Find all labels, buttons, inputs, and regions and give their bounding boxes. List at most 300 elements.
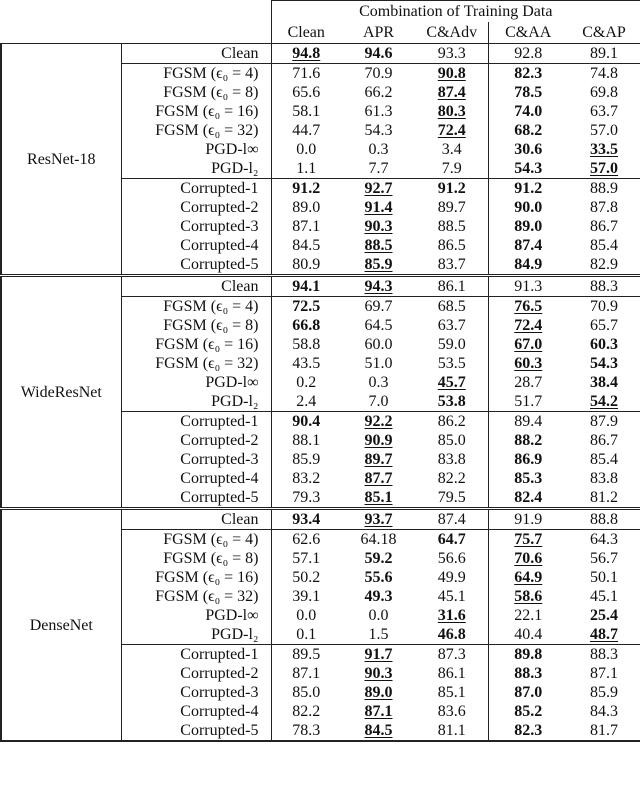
table-cell <box>488 159 568 179</box>
table-cell <box>416 236 488 255</box>
table-cell <box>568 140 640 159</box>
table-row <box>1 509 640 530</box>
cell-value: 86.7 <box>590 218 619 235</box>
cell-value: 89.0 <box>364 684 393 701</box>
row-label: Corrupted-1 <box>121 645 271 665</box>
cell-value: 86.9 <box>514 451 543 468</box>
cell-value: 50.1 <box>590 569 619 586</box>
table-cell <box>488 412 568 432</box>
cell-value: 88.2 <box>514 432 543 449</box>
table-cell <box>341 606 416 625</box>
table-cell <box>341 509 416 530</box>
cell-value: 85.9 <box>292 451 321 468</box>
table-cell <box>341 316 416 335</box>
cell-value: 88.3 <box>590 646 619 663</box>
row-label: Corrupted-5 <box>180 489 259 506</box>
row-label: FGSM (ϵ₀ = 4) <box>121 530 271 550</box>
table-cell <box>341 276 416 297</box>
cell-value: 85.4 <box>590 451 619 468</box>
cell-value: 86.1 <box>437 278 466 295</box>
table-cell <box>488 530 568 550</box>
table-cell <box>416 373 488 392</box>
cell-value: 84.3 <box>590 703 619 720</box>
cell-value: 3.4 <box>441 141 462 158</box>
row-label: FGSM (ϵ₀ = 4) <box>121 64 271 84</box>
table-cell <box>341 335 416 354</box>
table-cell <box>271 236 341 255</box>
cell-value: 83.7 <box>437 256 466 273</box>
table-cell <box>341 625 416 645</box>
cell-value: 56.6 <box>437 550 466 567</box>
table-cell <box>488 664 568 683</box>
row-label: Corrupted-1 <box>121 412 271 432</box>
row-label: PGD-l₂ <box>211 393 259 410</box>
table-cell <box>488 255 568 276</box>
table-cell <box>271 469 341 488</box>
table-cell <box>271 645 341 665</box>
cell-value: 75.7 <box>514 531 543 548</box>
row-label: PGD-l∞ <box>205 141 259 158</box>
cell-value: 44.7 <box>292 122 321 139</box>
table-cell <box>488 450 568 469</box>
table-cell <box>416 431 488 450</box>
cell-value: 85.1 <box>364 489 393 506</box>
table-cell <box>488 217 568 236</box>
cell-value: 91.7 <box>364 646 393 663</box>
cell-value: 90.8 <box>437 65 466 82</box>
cell-value: 86.5 <box>437 237 466 254</box>
cell-value: 1.5 <box>368 626 389 643</box>
table-cell <box>416 64 488 84</box>
cell-value: 54.2 <box>590 393 619 410</box>
cell-value: 30.6 <box>514 141 543 158</box>
table-cell <box>488 64 568 84</box>
cell-value: 89.7 <box>364 451 393 468</box>
row-label: FGSM (ϵ₀ = 4) <box>121 297 271 317</box>
cell-value: 51.0 <box>364 355 393 372</box>
cell-value: 94.3 <box>364 278 393 295</box>
table-cell <box>488 488 568 509</box>
table-cell <box>341 83 416 102</box>
table-cell <box>568 44 640 64</box>
cell-value: 89.0 <box>514 218 543 235</box>
table-cell <box>271 431 341 450</box>
row-label: FGSM (ϵ₀ = 16) <box>155 103 259 120</box>
table-cell <box>488 509 568 530</box>
table-cell <box>568 373 640 392</box>
table-cell <box>416 297 488 317</box>
cell-value: 90.9 <box>364 432 393 449</box>
table-cell <box>341 44 416 64</box>
cell-value: 53.8 <box>437 393 466 410</box>
table-cell <box>568 276 640 297</box>
cell-value: 64.9 <box>514 569 543 586</box>
cell-value: 60.0 <box>364 336 393 353</box>
cell-value: 51.7 <box>514 393 543 410</box>
cell-value: 89.7 <box>437 199 466 216</box>
cell-value: 65.6 <box>292 84 321 101</box>
col-header-cadv: C&Adv <box>426 24 478 41</box>
table-cell <box>271 217 341 236</box>
table-cell <box>568 625 640 645</box>
model-name: DenseNet <box>1 509 121 742</box>
cell-value: 74.0 <box>514 103 543 120</box>
table-cell <box>341 683 416 702</box>
table-cell <box>271 297 341 317</box>
table-cell <box>271 664 341 683</box>
cell-value: 0.1 <box>296 626 317 643</box>
row-label: Corrupted-2 <box>180 665 259 682</box>
cell-value: 45.1 <box>590 588 619 605</box>
table-cell <box>416 354 488 373</box>
table-cell <box>341 587 416 606</box>
table-cell <box>488 179 568 199</box>
cell-value: 88.3 <box>514 665 543 682</box>
table-cell <box>488 431 568 450</box>
table-cell <box>488 140 568 159</box>
cell-value: 78.3 <box>292 722 321 739</box>
cell-value: 72.5 <box>292 298 321 315</box>
table-cell <box>568 236 640 255</box>
row-label: FGSM (ϵ₀ = 8) <box>163 84 259 101</box>
table-cell <box>568 431 640 450</box>
row-label: FGSM (ϵ₀ = 32) <box>155 122 259 139</box>
cell-value: 88.9 <box>590 180 619 197</box>
row-label: Corrupted-4 <box>180 703 259 720</box>
cell-value: 87.0 <box>514 684 543 701</box>
table-cell <box>341 568 416 587</box>
row-label: FGSM (ϵ₀ = 16) <box>155 569 259 586</box>
row-label: Clean <box>121 44 271 64</box>
cell-value: 88.8 <box>590 511 619 528</box>
table-cell <box>341 121 416 140</box>
table-cell <box>488 297 568 317</box>
table-cell <box>488 721 568 741</box>
cell-value: 86.1 <box>437 665 466 682</box>
table-cell <box>271 721 341 741</box>
cell-value: 48.7 <box>590 626 619 643</box>
table-cell <box>488 549 568 568</box>
cell-value: 87.4 <box>437 84 466 101</box>
cell-value: 83.8 <box>437 451 466 468</box>
row-label: Corrupted-3 <box>180 218 259 235</box>
cell-value: 79.3 <box>292 489 321 506</box>
cell-value: 7.9 <box>441 160 462 177</box>
table-cell <box>488 373 568 392</box>
cell-value: 89.1 <box>590 45 619 62</box>
table-cell <box>416 121 488 140</box>
cell-value: 59.2 <box>364 550 393 567</box>
cell-value: 85.3 <box>514 470 543 487</box>
cell-value: 54.3 <box>364 122 393 139</box>
cell-value: 92.8 <box>514 45 543 62</box>
cell-value: 87.1 <box>590 665 619 682</box>
cell-value: 0.0 <box>296 607 317 624</box>
table-cell <box>271 568 341 587</box>
table-cell <box>416 335 488 354</box>
table-cell <box>416 159 488 179</box>
cell-value: 94.8 <box>292 45 321 62</box>
table-cell <box>568 412 640 432</box>
table-cell <box>271 488 341 509</box>
cell-value: 40.4 <box>514 626 543 643</box>
cell-value: 88.5 <box>364 237 393 254</box>
table-cell <box>271 64 341 84</box>
cell-value: 65.7 <box>590 317 619 334</box>
table-cell <box>341 488 416 509</box>
cell-value: 89.0 <box>292 199 321 216</box>
table-cell <box>271 335 341 354</box>
cell-value: 0.2 <box>296 374 317 391</box>
cell-value: 22.1 <box>514 607 543 624</box>
table-cell <box>271 702 341 721</box>
table-cell <box>271 412 341 432</box>
cell-value: 67.0 <box>514 336 543 353</box>
table-cell <box>416 316 488 335</box>
cell-value: 81.2 <box>590 489 619 506</box>
table-cell <box>568 568 640 587</box>
table-cell <box>416 509 488 530</box>
row-label: Corrupted-1 <box>121 179 271 199</box>
row-label: FGSM (ϵ₀ = 8) <box>163 550 259 567</box>
table-row <box>1 276 640 297</box>
table-cell <box>341 702 416 721</box>
cell-value: 50.2 <box>292 569 321 586</box>
cell-value: 81.7 <box>590 722 619 739</box>
cell-value: 89.4 <box>514 413 543 430</box>
cell-value: 54.3 <box>590 355 619 372</box>
table-cell <box>568 64 640 84</box>
table-cell <box>488 335 568 354</box>
cell-value: 68.5 <box>437 298 466 315</box>
row-label: PGD-l∞ <box>205 607 259 624</box>
cell-value: 82.2 <box>437 470 466 487</box>
cell-value: 87.4 <box>437 511 466 528</box>
row-label: PGD-l∞ <box>205 374 259 391</box>
table-cell <box>416 450 488 469</box>
table-cell <box>271 549 341 568</box>
table-cell <box>416 44 488 64</box>
table-cell <box>341 179 416 199</box>
table-cell <box>568 121 640 140</box>
cell-value: 87.8 <box>590 199 619 216</box>
cell-value: 85.2 <box>514 703 543 720</box>
cell-value: 31.6 <box>437 607 466 624</box>
table-cell <box>488 354 568 373</box>
table-cell <box>416 469 488 488</box>
table-cell <box>568 83 640 102</box>
cell-value: 58.6 <box>514 588 543 605</box>
table-cell <box>568 217 640 236</box>
table-cell <box>271 683 341 702</box>
table-cell <box>341 664 416 683</box>
cell-value: 45.7 <box>437 374 466 391</box>
table-cell <box>341 354 416 373</box>
cell-value: 62.6 <box>292 531 321 548</box>
cell-value: 80.9 <box>292 256 321 273</box>
cell-value: 0.0 <box>368 607 389 624</box>
cell-value: 58.1 <box>292 103 321 120</box>
cell-value: 87.9 <box>590 413 619 430</box>
cell-value: 88.5 <box>437 218 466 235</box>
table-cell <box>488 316 568 335</box>
cell-value: 87.4 <box>514 237 543 254</box>
table-cell <box>416 276 488 297</box>
table-cell <box>271 530 341 550</box>
table-cell <box>341 198 416 217</box>
table-cell <box>271 255 341 276</box>
cell-value: 57.0 <box>590 122 619 139</box>
table-cell <box>341 431 416 450</box>
cell-value: 80.3 <box>437 103 466 120</box>
table-cell <box>341 64 416 84</box>
cell-value: 84.9 <box>514 256 543 273</box>
table-cell <box>271 140 341 159</box>
table-cell <box>341 217 416 236</box>
table-cell <box>416 392 488 412</box>
table-cell <box>271 198 341 217</box>
cell-value: 74.8 <box>590 65 619 82</box>
model-name: ResNet-18 <box>1 44 121 276</box>
cell-value: 91.2 <box>514 180 543 197</box>
table-cell <box>341 140 416 159</box>
cell-value: 84.5 <box>364 722 393 739</box>
col-header-caa: C&AA <box>488 22 568 44</box>
cell-value: 59.0 <box>437 336 466 353</box>
cell-value: 64.3 <box>590 531 619 548</box>
header-group: Combination of Training Data <box>271 1 640 23</box>
cell-value: 72.4 <box>437 122 466 139</box>
cell-value: 61.3 <box>364 103 393 120</box>
cell-value: 82.2 <box>292 703 321 720</box>
row-label: Corrupted-5 <box>180 256 259 273</box>
table-cell <box>568 450 640 469</box>
table-cell <box>416 664 488 683</box>
cell-value: 83.6 <box>437 703 466 720</box>
table-cell <box>416 198 488 217</box>
cell-value: 90.4 <box>292 413 321 430</box>
table-cell <box>271 276 341 297</box>
table-cell <box>568 354 640 373</box>
cell-value: 39.1 <box>292 588 321 605</box>
table-cell <box>488 276 568 297</box>
cell-value: 90.0 <box>514 199 543 216</box>
cell-value: 2.4 <box>296 393 317 410</box>
table-cell <box>416 587 488 606</box>
cell-value: 87.1 <box>292 218 321 235</box>
table-cell <box>488 606 568 625</box>
cell-value: 33.5 <box>590 141 619 158</box>
cell-value: 0.0 <box>296 141 317 158</box>
table-cell <box>341 412 416 432</box>
table-cell <box>271 44 341 64</box>
table-cell <box>568 549 640 568</box>
cell-value: 63.7 <box>437 317 466 334</box>
table-cell <box>416 530 488 550</box>
table-cell <box>416 721 488 741</box>
cell-value: 91.3 <box>514 278 543 295</box>
col-header-clean: Clean <box>287 24 325 41</box>
table-cell <box>341 721 416 741</box>
table-row <box>1 44 640 64</box>
table-cell <box>341 469 416 488</box>
cell-value: 70.6 <box>514 550 543 567</box>
row-label: PGD-l₂ <box>211 626 259 643</box>
cell-value: 64.7 <box>437 531 466 548</box>
model-name: WideResNet <box>1 276 121 509</box>
table-cell <box>271 450 341 469</box>
table-cell <box>488 236 568 255</box>
table-cell <box>341 373 416 392</box>
table-cell <box>488 392 568 412</box>
cell-value: 91.9 <box>514 511 543 528</box>
table-cell <box>416 179 488 199</box>
cell-value: 87.1 <box>292 665 321 682</box>
row-label: Corrupted-3 <box>180 451 259 468</box>
table-cell <box>416 683 488 702</box>
table-cell <box>568 488 640 509</box>
table-cell <box>488 587 568 606</box>
row-label: FGSM (ϵ₀ = 16) <box>155 336 259 353</box>
table-cell <box>568 392 640 412</box>
cell-value: 79.5 <box>437 489 466 506</box>
cell-value: 70.9 <box>590 298 619 315</box>
table-cell <box>271 509 341 530</box>
cell-value: 0.3 <box>368 141 389 158</box>
table-cell <box>568 530 640 550</box>
table-cell <box>271 102 341 121</box>
table-cell <box>341 450 416 469</box>
table-cell <box>488 198 568 217</box>
row-label: Clean <box>121 509 271 530</box>
row-label: Corrupted-3 <box>180 684 259 701</box>
table-cell <box>416 549 488 568</box>
cell-value: 58.8 <box>292 336 321 353</box>
row-label: Corrupted-5 <box>121 721 271 741</box>
cell-value: 92.7 <box>364 180 393 197</box>
table-cell <box>488 645 568 665</box>
table-cell <box>416 102 488 121</box>
cell-value: 87.3 <box>437 646 466 663</box>
table-cell <box>271 316 341 335</box>
table-cell <box>568 179 640 199</box>
table-cell <box>271 373 341 392</box>
cell-value: 91.2 <box>437 180 466 197</box>
row-label: FGSM (ϵ₀ = 32) <box>155 355 259 372</box>
table-cell <box>488 121 568 140</box>
table-cell <box>568 683 640 702</box>
table-cell <box>568 606 640 625</box>
table-cell <box>568 469 640 488</box>
row-label: Corrupted-2 <box>180 199 259 216</box>
cell-value: 82.3 <box>514 65 543 82</box>
table-cell <box>416 488 488 509</box>
cell-value: 69.7 <box>364 298 393 315</box>
cell-value: 82.9 <box>590 256 619 273</box>
cell-value: 60.3 <box>590 336 619 353</box>
cell-value: 91.2 <box>292 180 321 197</box>
table-cell <box>271 587 341 606</box>
cell-value: 90.3 <box>364 218 393 235</box>
table-cell <box>568 297 640 317</box>
table-cell <box>416 83 488 102</box>
cell-value: 85.9 <box>364 256 393 273</box>
table-cell <box>568 159 640 179</box>
cell-value: 85.4 <box>590 237 619 254</box>
table-cell <box>568 198 640 217</box>
cell-value: 66.2 <box>364 84 393 101</box>
cell-value: 70.9 <box>364 65 393 82</box>
